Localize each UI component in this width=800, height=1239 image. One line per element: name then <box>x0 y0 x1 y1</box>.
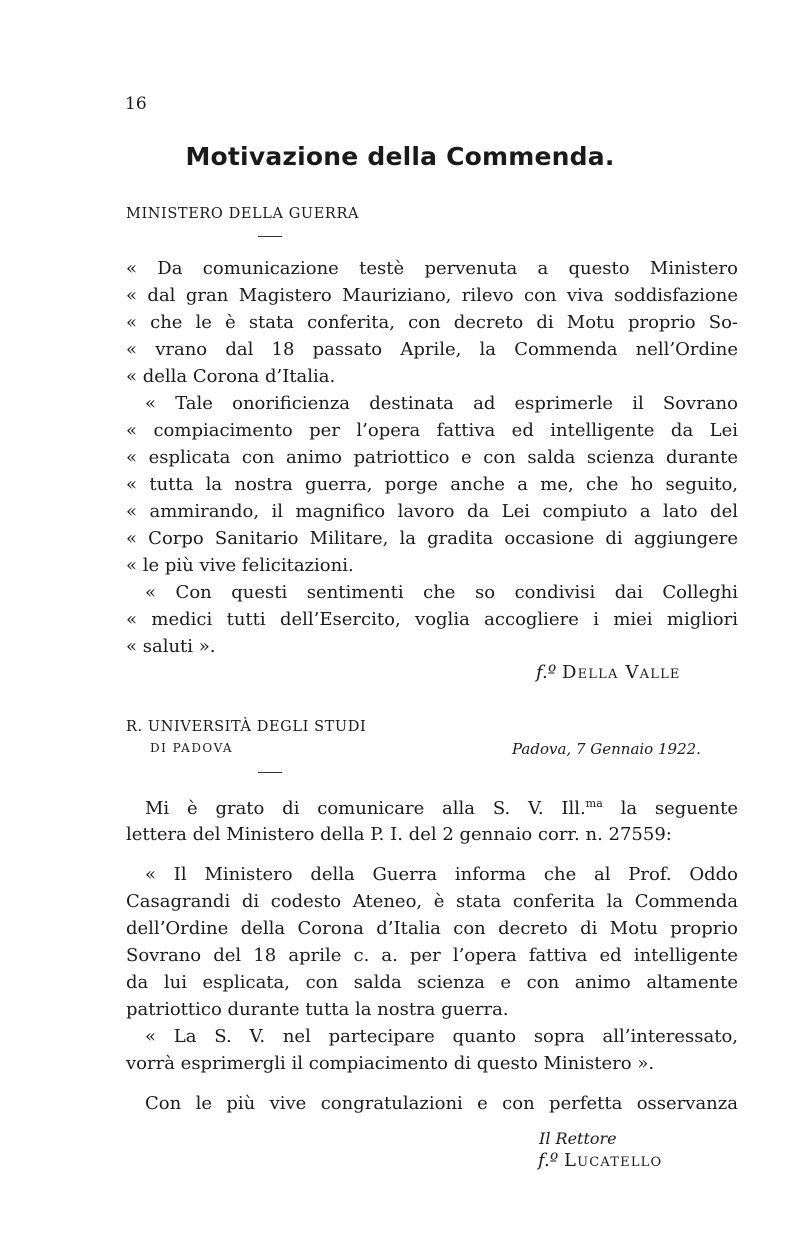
section1-line: « Corpo Sanitario Militare, la gradita occasione di aggiungere <box>126 528 738 549</box>
section2-line: « La S. V. nel partecipare quanto sopra all’interessato, <box>145 1026 738 1047</box>
section2-line: da lui esplicata, con salda scienza e con animo altamente <box>126 972 738 993</box>
section1-line: « della Corona d’Italia. <box>126 366 336 387</box>
intro-text-a: Mi è grato di comunicare alla S. V. Ill. <box>145 798 586 819</box>
section1-divider <box>258 236 282 237</box>
section1-line: « Da comunicazione testè pervenuta a questo Ministero <box>126 258 738 279</box>
page-title: Motivazione della Commenda. <box>185 142 615 171</box>
signature-name: Lucatello <box>563 1150 663 1171</box>
section2-date: Padova, 7 Gennaio 1922. <box>512 740 701 758</box>
section2-signature <box>538 1150 662 1171</box>
section1-line: « che le è stata conferita, con decreto di Motu proprio So- <box>126 312 738 333</box>
section1-line: « dal gran Magistero Mauriziano, rilevo con viva soddisfazione <box>126 285 738 306</box>
section2-line: Casagrandi di codesto Ateneo, è stata conferita la Commenda <box>126 891 738 912</box>
intro-superscript: ma <box>585 797 603 810</box>
section1-line: « medici tutti dell’Esercito, voglia accogliere i miei migliori <box>126 609 738 630</box>
section1-line: « Con questi sentimenti che so condivisi dai Colleghi <box>145 582 738 603</box>
section1-line: « tutta la nostra guerra, porge anche a me, che ho seguito, <box>126 474 738 495</box>
section2-line: patriottico durante tutta la nostra guerra. <box>126 999 509 1020</box>
section2-signature-title: Il Rettore <box>539 1129 617 1148</box>
section1-line: « vrano dal 18 passato Aprile, la Commenda nell’Ordine <box>126 339 738 360</box>
page-number: 16 <box>125 94 147 114</box>
section2-intro-line2: lettera del Ministero della P. I. del 2 gennaio corr. n. 27559: <box>126 824 672 845</box>
section1-line: « saluti ». <box>126 636 216 657</box>
section1-line: « le più vive felicitazioni. <box>126 555 354 576</box>
section2-intro <box>145 797 738 819</box>
section2-line: vorrà esprimergli il compiacimento di questo Ministero ». <box>126 1053 655 1074</box>
section2-heading: R. UNIVERSITÀ DEGLI STUDI <box>126 719 367 735</box>
signature-prefix: f.º <box>536 662 557 683</box>
section1-line: « ammirando, il magnifico lavoro da Lei compiuto a lato del <box>126 501 738 522</box>
section2-line: Sovrano del 18 aprile c. a. per l’opera fattiva ed intelligente <box>126 945 738 966</box>
section1-line: « esplicata con animo patriottico e con salda scienza durante <box>126 447 738 468</box>
section2-line: « Il Ministero della Guerra informa che al Prof. Oddo <box>145 864 738 885</box>
section1-heading: MINISTERO DELLA GUERRA <box>126 206 360 222</box>
section2-closing: Con le più vive congratulazioni e con perfetta osservanza <box>145 1093 738 1114</box>
section2-line: dell’Ordine della Corona d’Italia con decreto di Motu proprio <box>126 918 738 939</box>
section2-divider <box>258 772 282 773</box>
signature-prefix: f.º <box>538 1150 559 1171</box>
section1-line: « Tale onorificienza destinata ad esprimerle il Sovrano <box>145 393 738 414</box>
intro-text-b: la seguente <box>602 798 738 819</box>
section1-line: « compiacimento per l’opera fattiva ed intelligente da Lei <box>126 420 738 441</box>
signature-name: Della Valle <box>561 662 681 683</box>
section2-subheading: DI PADOVA <box>150 741 234 755</box>
section1-signature <box>536 662 681 683</box>
